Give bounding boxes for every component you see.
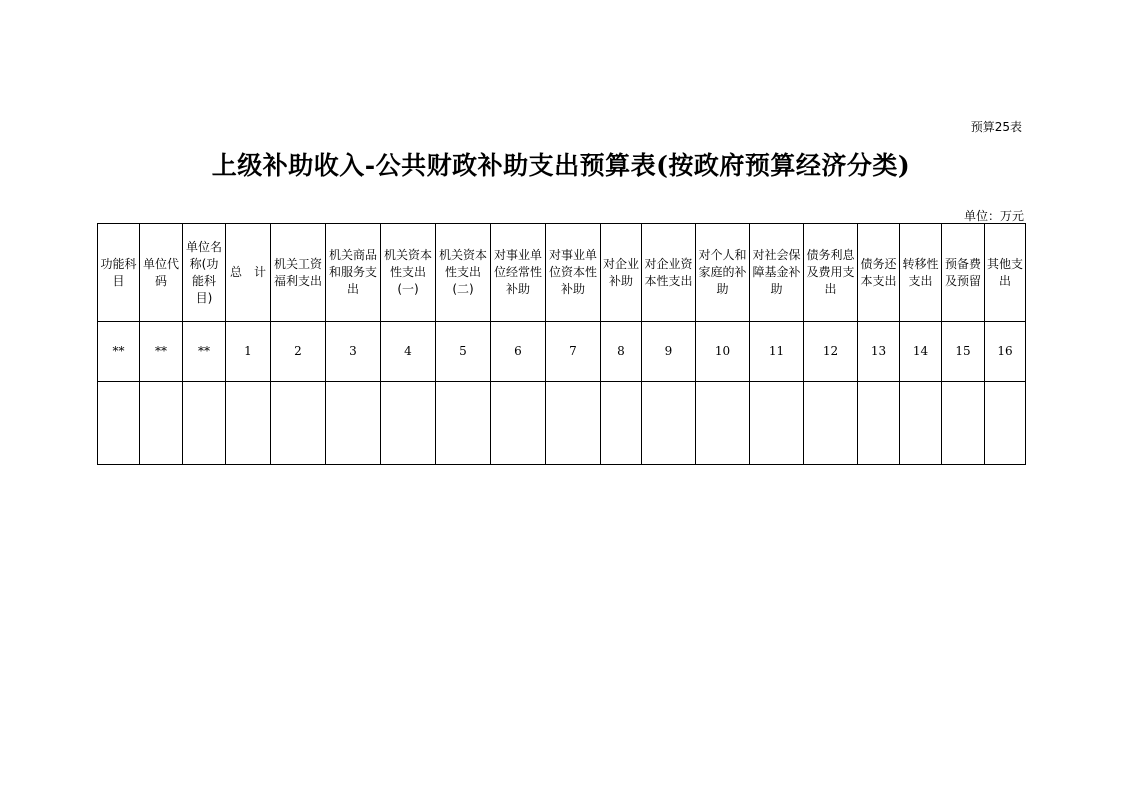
header-cell: 总 计 <box>226 224 271 322</box>
header-cell: 债务利息及费用支出 <box>804 224 858 322</box>
code-cell: 12 <box>804 322 858 382</box>
header-cell: 对企业资本性支出 <box>642 224 696 322</box>
header-row <box>98 224 1026 322</box>
header-cell: 对企业补助 <box>601 224 642 322</box>
code-cell: 13 <box>858 322 900 382</box>
header-cell: 单位代码 <box>140 224 183 322</box>
page-title: 上级补助收入-公共财政补助支出预算表(按政府预算经济分类) <box>211 151 911 180</box>
data-cell <box>491 382 546 465</box>
code-cell: 14 <box>900 322 942 382</box>
header-cell: 功能科目 <box>98 224 140 322</box>
data-cell <box>226 382 271 465</box>
code-cell: 16 <box>985 322 1026 382</box>
header-cell: 机关资本性支出(一) <box>381 224 436 322</box>
code-cell: 10 <box>696 322 750 382</box>
header-cell: 机关工资福利支出 <box>271 224 326 322</box>
data-cell <box>546 382 601 465</box>
data-cell <box>696 382 750 465</box>
unit-label: 单位：万元 <box>963 209 1024 223</box>
code-cell: 15 <box>942 322 985 382</box>
code-cell: 6 <box>491 322 546 382</box>
header-cell: 机关资本性支出(二) <box>436 224 491 322</box>
data-cell <box>140 382 183 465</box>
header-cell: 对社会保障基金补助 <box>750 224 804 322</box>
code-cell: 2 <box>271 322 326 382</box>
code-row <box>98 322 1026 382</box>
header-cell: 债务还本支出 <box>858 224 900 322</box>
data-cell <box>381 382 436 465</box>
code-cell: ** <box>98 322 140 382</box>
code-cell: ** <box>140 322 183 382</box>
budget-table <box>97 223 1026 465</box>
data-row <box>98 382 1026 465</box>
form-number: 预算25表 <box>970 120 1022 134</box>
code-cell: 7 <box>546 322 601 382</box>
data-cell <box>942 382 985 465</box>
data-cell <box>183 382 226 465</box>
header-cell: 对事业单位经常性补助 <box>491 224 546 322</box>
data-cell <box>98 382 140 465</box>
data-cell <box>750 382 804 465</box>
code-cell: 11 <box>750 322 804 382</box>
code-cell: 8 <box>601 322 642 382</box>
header-cell: 机关商品和服务支出 <box>326 224 381 322</box>
data-cell <box>804 382 858 465</box>
header-cell: 对个人和家庭的补助 <box>696 224 750 322</box>
header-cell: 单位名称(功能科目) <box>183 224 226 322</box>
code-cell: 5 <box>436 322 491 382</box>
data-cell <box>271 382 326 465</box>
header-cell: 其他支出 <box>985 224 1026 322</box>
data-cell <box>900 382 942 465</box>
code-cell: 4 <box>381 322 436 382</box>
data-cell <box>985 382 1026 465</box>
code-cell: ** <box>183 322 226 382</box>
data-cell <box>642 382 696 465</box>
code-cell: 3 <box>326 322 381 382</box>
header-cell: 转移性支出 <box>900 224 942 322</box>
data-cell <box>601 382 642 465</box>
header-cell: 预备费及预留 <box>942 224 985 322</box>
data-cell <box>436 382 491 465</box>
header-cell: 对事业单位资本性补助 <box>546 224 601 322</box>
data-cell <box>326 382 381 465</box>
code-cell: 9 <box>642 322 696 382</box>
code-cell: 1 <box>226 322 271 382</box>
data-cell <box>858 382 900 465</box>
